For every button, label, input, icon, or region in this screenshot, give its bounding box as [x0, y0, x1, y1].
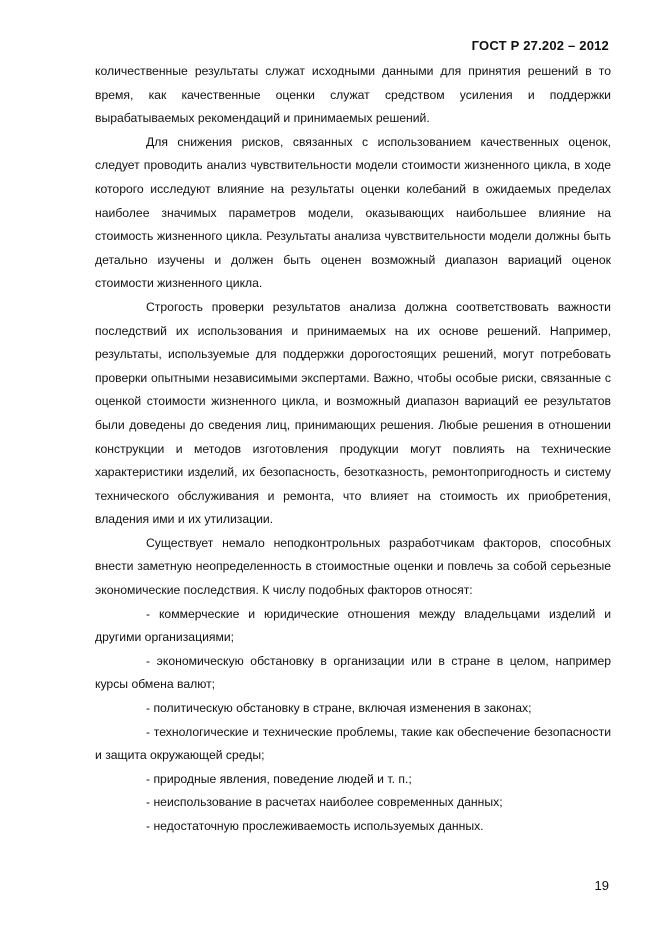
body-text — [95, 60, 611, 839]
paragraph-continuation: количественные результаты служат исходными данными для принятия решений в то время, как качественные оценки служат средством усиления и поддержки вырабатываемых рекомендаций и принимаемых решений. — [95, 64, 611, 126]
list-item-technological: - технологические и технические проблемы, такие как обеспечение безопасности и защита окружающей среды; — [95, 724, 611, 763]
list-item-economic: - экономическую обстановку в организации или в стране в целом, например курсы обмена валют; — [95, 653, 611, 692]
list-item-commercial: - коммерческие и юридические отношения между владельцами изделий и другими организациями; — [95, 606, 611, 645]
list-item-traceability: - недостаточную прослеживаемость используемых данных. — [146, 819, 484, 833]
paragraph-verification: Строгость проверки результатов анализа должна соответствовать важности последствий их использования и принимаемых на их основе решений. Например, результаты, используемые для поддержки дорогостоящих решений, могут потребовать проверки опытными независимыми экспертами. Важно, чтобы особые риски, связанные с оценкой стоимости жизненного цикла, и возможный диапазон вариаций ее результатов были доведены до сведения лиц, принимающих решения. Любые решения в отношении конструкции и методов изготовления продукции могут повлиять на технические характеристики изделий, их безопасность, безотказность, ремонтопригодность и систему технического обслуживания и ремонта, что влияет на стоимость их приобретения, владения ими и их утилизации. — [95, 299, 611, 527]
paragraph-risk-reduction: Для снижения рисков, связанных с использованием качественных оценок, следует проводить анализ чувствительности модели стоимости жизненного цикла, в ходе которого исследуют влияние на результаты оценки колебаний в ожидаемых пределах наиболее значимых параметров модели, оказывающих наибольшее влияние на стоимость жизненного цикла. Результаты анализа чувствительности модели должны быть детально изучены и должен быть оценен возможный диапазон вариаций оценок стоимости жизненного цикла. — [95, 134, 611, 291]
standard-header: ГОСТ Р 27.202 – 2012 — [471, 38, 609, 53]
list-item-natural: - природные явления, поведение людей и т. п.; — [146, 771, 412, 786]
list-item-political: - политическую обстановку в стране, включая изменения в законах; — [146, 701, 532, 716]
page-number: 19 — [594, 878, 609, 893]
paragraph-factors: Существует немало неподконтрольных разработчикам факторов, способных внести заметную неопределенность в стоимостные оценки и повлечь за собой серьезные экономические последствия. К числу подобных факторов относят: — [95, 535, 611, 598]
list-item-outdated-data: - неиспользование в расчетах наиболее современных данных; — [146, 795, 503, 810]
